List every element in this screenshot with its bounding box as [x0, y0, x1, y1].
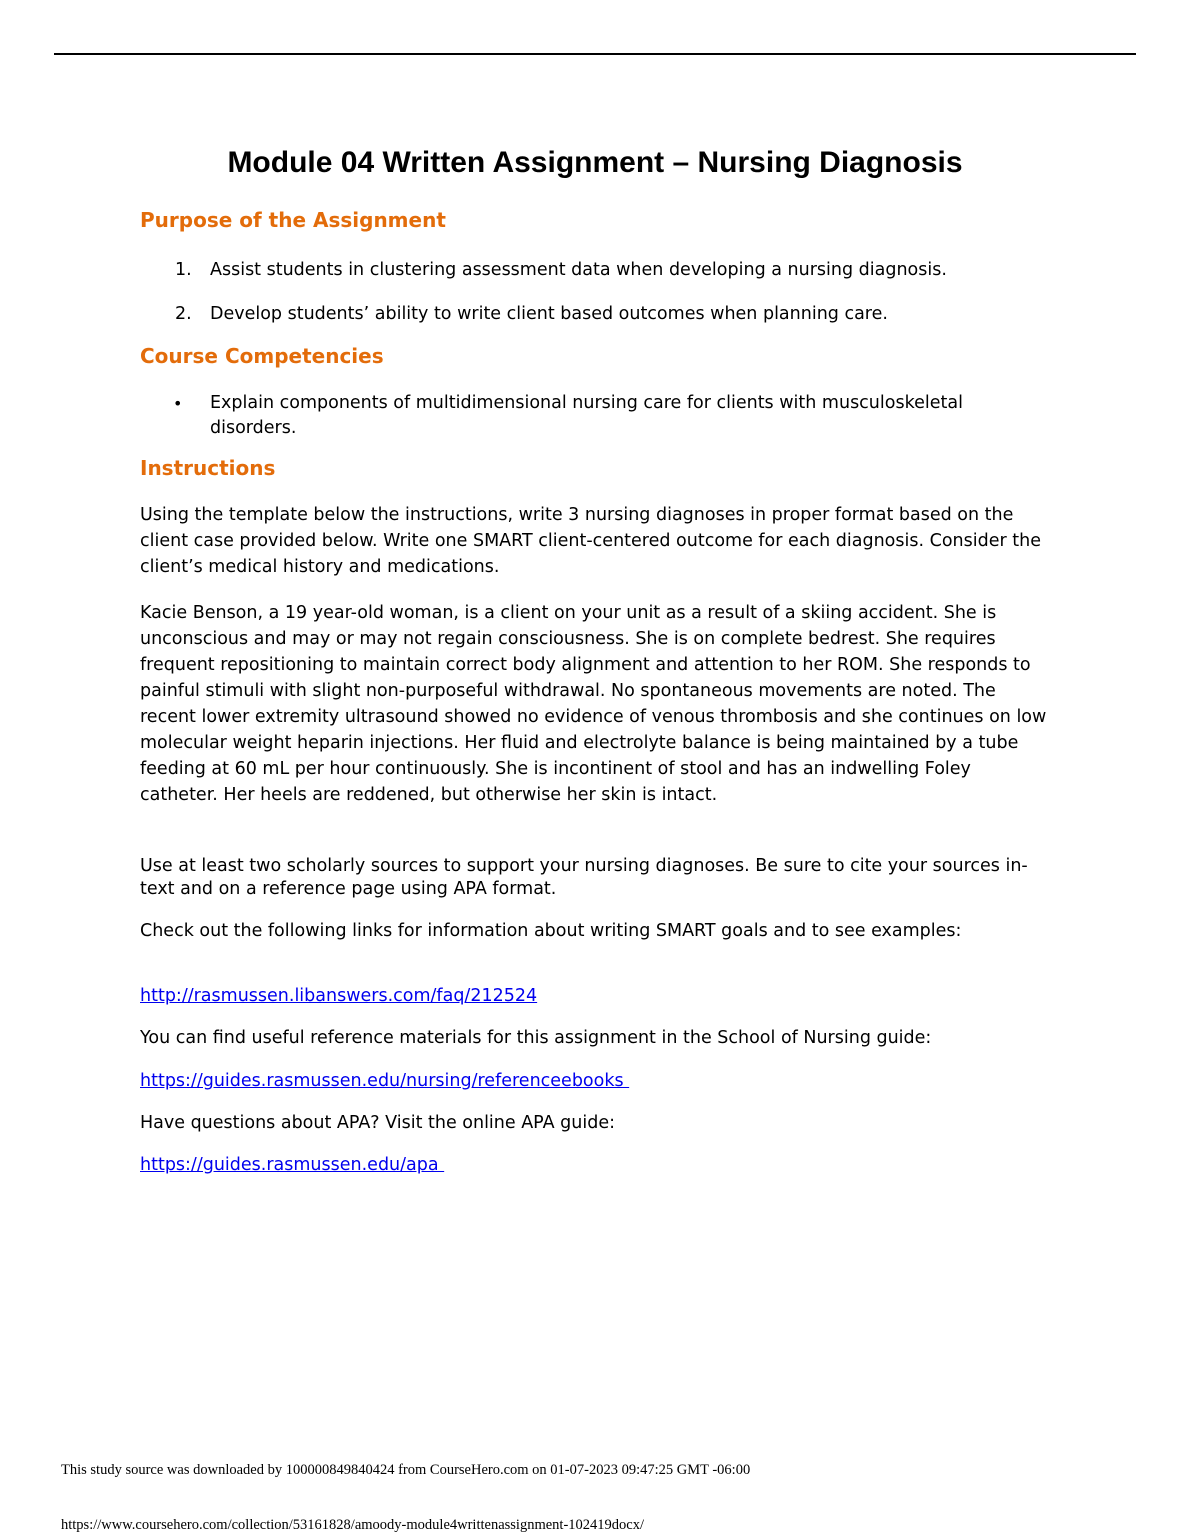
list-item-text: Develop students’ ability to write client based outcomes when planning care. [210, 304, 888, 324]
list-item-text: Assist students in clustering assessment data when developing a nursing diagnosis. [210, 260, 947, 280]
nursing-guide-paragraph: You can find useful reference materials for this assignment in the School of Nursing guide: [140, 1028, 932, 1048]
competencies-heading: Course Competencies [140, 344, 384, 368]
purpose-list-item [140, 302, 1050, 327]
list-item-text: Explain components of multidimensional nursing care for clients with musculoskeletal disorders. [210, 393, 963, 438]
case-study-paragraph: Kacie Benson, a 19 year-old woman, is a client on your unit as a result of a skiing accident. She is unconscious and may or may not regain consciousness. She is on complete bedrest. She requires frequent repositioning to maintain correct body alignment and attention to her ROM. She responds to painful stimuli with slight non-purposeful withdrawal. No spontaneous movements are noted. The recent lower extremity ultrasound showed no evidence of venous thrombosis and she continues on low molecular weight heparin injections. Her fluid and electrolyte balance is being maintained by a tube feeding at 60 mL per hour continuously. She is incontinent of stool and has an indwelling Foley catheter. Her heels are reddened, but otherwise her skin is intact. [140, 603, 1047, 805]
competencies-list-item [140, 391, 1050, 441]
apa-guide-link[interactable]: https://guides.rasmussen.edu/apa [140, 1155, 445, 1175]
list-number: 2. [175, 304, 192, 324]
page-title: Module 04 Written Assignment – Nursing Diagnosis [227, 146, 963, 179]
purpose-heading: Purpose of the Assignment [140, 208, 446, 232]
instructions-paragraph: Using the template below the instructions, write 3 nursing diagnoses in proper format based on the client case provided below. Write one SMART client-centered outcome for each diagnosis. Consider the client’s medical history and medications. [140, 505, 1041, 577]
bullet-icon: • [173, 394, 183, 413]
instructions-heading: Instructions [140, 456, 276, 480]
smart-goals-link[interactable]: http://rasmussen.libanswers.com/faq/212524 [140, 986, 538, 1006]
nursing-guide-link[interactable]: https://guides.rasmussen.edu/nursing/referenceebooks [140, 1071, 630, 1091]
nursing-guide-link-line [140, 1068, 1050, 1094]
sources-paragraph: Use at least two scholarly sources to support your nursing diagnoses. Be sure to cite your sources in-text and on a reference page using APA format. [140, 856, 1028, 899]
smart-goals-link-line [140, 983, 1050, 1009]
list-number: 1. [175, 260, 192, 280]
apa-link-line [140, 1152, 1050, 1178]
smart-goals-paragraph: Check out the following links for information about writing SMART goals and to see examples: [140, 921, 962, 941]
source-url: https://www.coursehero.com/collection/53161828/amoody-module4writtenassignment-102419docx/ [61, 1517, 644, 1533]
apa-paragraph: Have questions about APA? Visit the online APA guide: [140, 1113, 615, 1133]
download-notice: This study source was downloaded by 100000849840424 from CourseHero.com on 01-07-2023 09:47:25 GMT -06:00 [61, 1462, 751, 1478]
header-rule [54, 53, 1136, 55]
purpose-list-item [140, 258, 1050, 283]
